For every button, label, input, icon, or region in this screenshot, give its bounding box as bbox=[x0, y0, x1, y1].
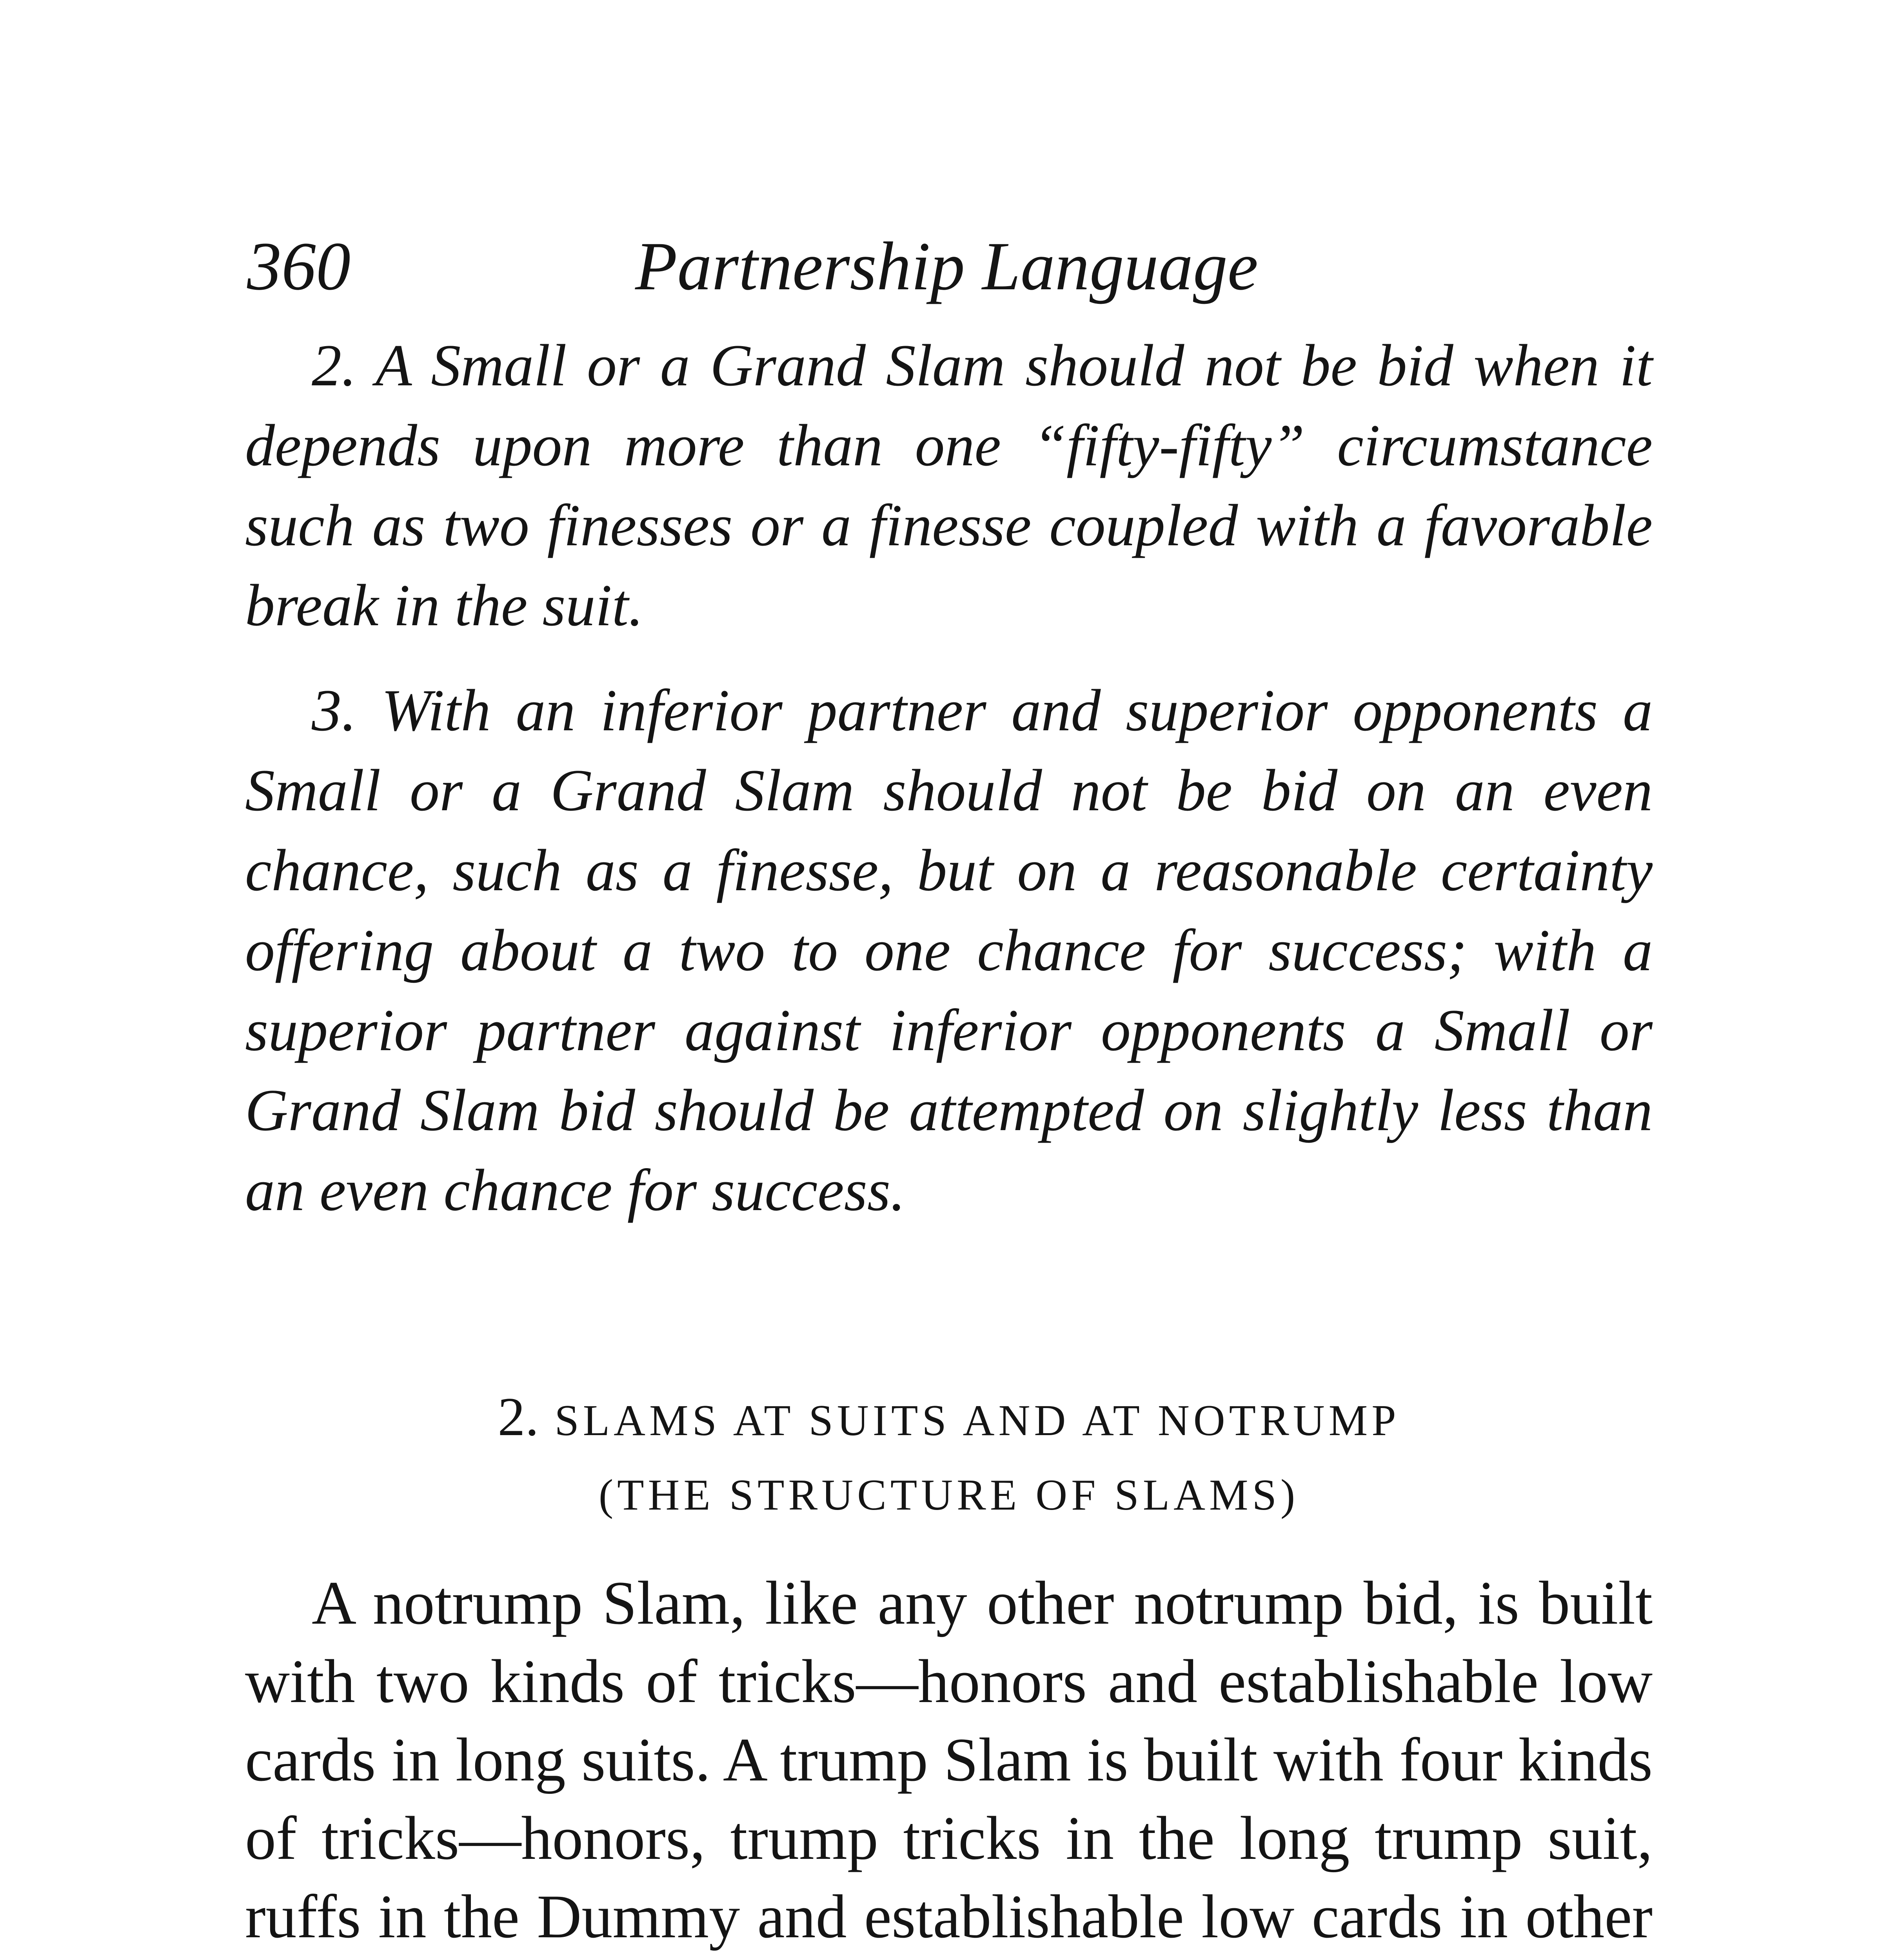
section-subtitle: (THE STRUCTURE OF SLAMS) bbox=[598, 1471, 1299, 1519]
section-title: SLAMS AT SUITS AND AT NOTRUMP bbox=[554, 1396, 1400, 1445]
rule-2-block bbox=[245, 325, 1653, 645]
running-title: Partnership Language bbox=[635, 228, 1258, 305]
body-text bbox=[245, 1564, 1653, 1960]
body-paragraph-1: A notrump Slam, like any other notrump bid, is built with two kinds of tricks—honors and establishable low cards in long suits. A trump Slam is built with four kinds of tricks—honors, trump tricks in the long trump suit, ruffs in the Dummy and establishable low cards in other bbox=[245, 1569, 1653, 1951]
section-number: 2. bbox=[498, 1387, 539, 1447]
section-title-line bbox=[245, 1380, 1653, 1458]
rule-2-text: 2. A Small or a Grand Slam should not be bid when it depends upon more than one “fifty-fifty” circumstance such as two finesses or a finesse coupled with a favorable break in the suit. bbox=[245, 332, 1653, 638]
running-head bbox=[247, 220, 1647, 314]
section-heading bbox=[245, 1380, 1653, 1532]
page-number: 360 bbox=[247, 228, 351, 305]
rule-3-block bbox=[245, 670, 1653, 1230]
rule-3-text: 3. With an inferior partner and superior opponents a Small or a Grand Slam should not be bid on an even chance, such as a finesse, but on a reasonable certainty offering about a two to one chance for success; with a superior partner against inferior opponents a Small or Grand Slam bid should be attempted on slightly less than an even chance for success. bbox=[245, 677, 1653, 1223]
